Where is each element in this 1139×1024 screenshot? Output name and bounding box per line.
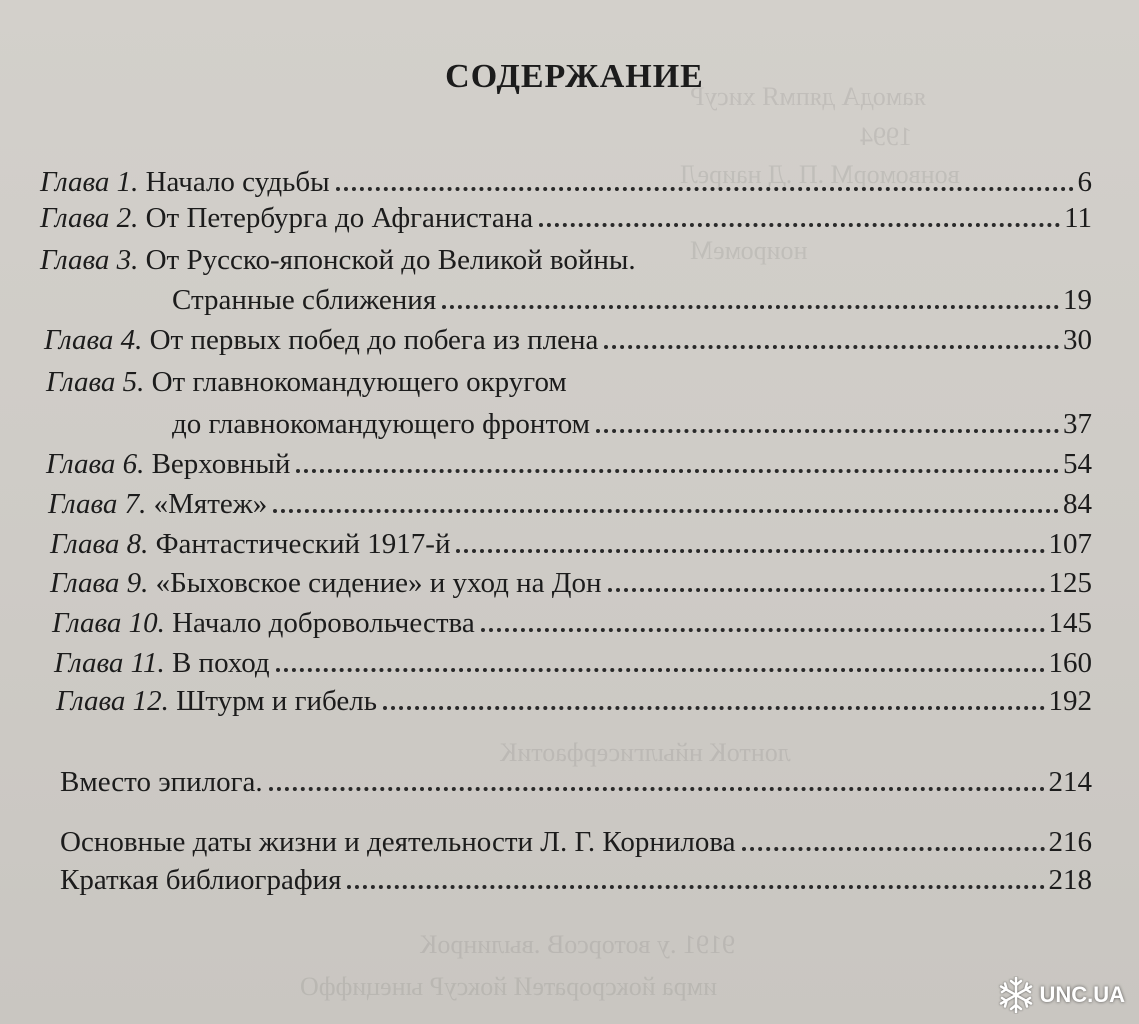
toc-entry-chapter-3[interactable]	[172, 282, 1092, 318]
toc-entry-label	[56, 683, 377, 719]
page-number: 218	[1048, 864, 1092, 896]
chapter-number: Глава 9.	[50, 567, 149, 599]
chapter-title: От главнокомандующего округом	[151, 366, 567, 398]
show-through-line: вонвоморМ .П .Д наиреЛ	[680, 160, 960, 189]
dot-leader	[383, 706, 1045, 710]
chapter-title-continuation: до главнокомандующего фронтом	[172, 408, 591, 440]
snowflake-icon	[997, 976, 1035, 1014]
page-number: 84	[1063, 488, 1092, 520]
toc-entry-chapter-7[interactable]	[48, 486, 1092, 522]
toc-entry-chapter-8[interactable]	[50, 526, 1092, 562]
toc-entry-label	[50, 565, 602, 601]
chapter-title: В поход	[171, 647, 270, 679]
chapter-title-continuation: Странные сближения	[172, 284, 437, 316]
chapter-number: Глава 10.	[52, 607, 165, 639]
toc-entry-chapter-11[interactable]	[54, 645, 1092, 681]
toc-entry-chapter-6[interactable]	[46, 446, 1092, 482]
chapter-title: Верховный	[151, 448, 291, 480]
chapter-title: От Русско-японской до Великой войны.	[145, 244, 636, 276]
chapter-number: Глава 11.	[54, 647, 165, 679]
toc-entry-chapter-10[interactable]	[52, 605, 1092, 641]
toc-entry-chapter-2[interactable]	[40, 200, 1092, 236]
toc-entry-bibliography[interactable]	[60, 862, 1092, 898]
show-through-line: ноиромеМ	[690, 236, 808, 265]
toc-entry-chapter-5[interactable]	[172, 406, 1092, 442]
toc-entry-epilogue[interactable]	[60, 764, 1092, 800]
page-title: СОДЕРЖАНИЕ	[445, 58, 704, 95]
site-watermark	[997, 976, 1125, 1014]
dot-leader	[596, 429, 1059, 433]
toc-entry-chapter-4[interactable]	[44, 322, 1092, 358]
section-title: Краткая библиография	[60, 864, 342, 896]
watermark-text: UNC.UA	[1039, 982, 1125, 1007]
chapter-number: Глава 4.	[44, 324, 143, 356]
chapter-title: Фантастический 1917-й	[155, 528, 451, 560]
chapter-number: Глава 3.	[40, 244, 139, 276]
toc-entry-chapter-9[interactable]	[50, 565, 1092, 601]
chapter-title: От Петербурга до Афганистана	[145, 202, 534, 234]
page-number: 192	[1048, 685, 1092, 717]
toc-entry-chapter-12[interactable]	[56, 683, 1092, 719]
dot-leader	[336, 187, 1074, 191]
chapter-title: От первых побед до побега из плена	[149, 324, 599, 356]
page-number: 107	[1048, 528, 1092, 560]
page-number: 125	[1048, 567, 1092, 599]
chapter-title: «Мятеж»	[153, 488, 268, 520]
page-number: 11	[1064, 202, 1092, 234]
page-number: 216	[1048, 826, 1092, 858]
chapter-number: Глава 1.	[40, 166, 139, 198]
dot-leader	[456, 549, 1044, 553]
dot-leader	[742, 847, 1045, 851]
dot-leader	[273, 509, 1059, 513]
dot-leader	[442, 305, 1059, 309]
page-number: 54	[1063, 448, 1092, 480]
show-through-line: 1994	[860, 122, 912, 151]
show-through-line: имра йоксроратеИ йоксуР ынециффО	[300, 972, 718, 1001]
chapter-title: Начало судьбы	[145, 166, 330, 198]
toc-entry-label	[48, 486, 267, 522]
toc-entry-label	[50, 526, 450, 562]
toc-entry-label	[46, 446, 290, 482]
dot-leader	[347, 885, 1044, 889]
toc-entry-label	[46, 364, 567, 400]
show-through-line: 9191 .у воторсоВ .вылинроК	[420, 930, 736, 959]
dot-leader	[481, 628, 1045, 632]
toc-entry-dates[interactable]	[60, 824, 1092, 860]
chapter-number: Глава 8.	[50, 528, 149, 560]
dot-leader	[276, 668, 1045, 672]
page-number: 160	[1048, 647, 1092, 679]
chapter-number: Глава 5.	[46, 366, 145, 398]
page-number: 19	[1063, 284, 1092, 316]
toc-entry-label	[40, 200, 533, 236]
chapter-number: Глава 7.	[48, 488, 147, 520]
chapter-title: Штурм и гибель	[176, 685, 377, 717]
chapter-number: Глава 2.	[40, 202, 139, 234]
toc-entry-chapter-1[interactable]	[40, 164, 1092, 200]
toc-entry-label	[52, 605, 475, 641]
page-number: 145	[1048, 607, 1092, 639]
dot-leader	[604, 345, 1059, 349]
section-title: Вместо эпилога.	[60, 766, 263, 798]
toc-entry-label	[44, 322, 598, 358]
page-number: 6	[1077, 166, 1092, 198]
page-number: 214	[1048, 766, 1092, 798]
dot-leader	[269, 787, 1045, 791]
show-through-line: яамодА дяпмЯ хисуР	[690, 82, 926, 111]
chapter-title: «Быховское сидение» и уход на Дон	[155, 567, 602, 599]
section-title: Основные даты жизни и деятельности Л. Г. Корнилова	[60, 826, 736, 858]
chapter-number: Глава 6.	[46, 448, 145, 480]
dot-leader	[608, 588, 1045, 592]
toc-entry-label	[54, 645, 270, 681]
dot-leader	[539, 223, 1060, 227]
toc-entry-label	[40, 242, 636, 278]
toc-entry-label	[40, 164, 330, 200]
chapter-number: Глава 12.	[56, 685, 169, 717]
chapter-title: Начало добровольчества	[172, 607, 475, 639]
dot-leader	[296, 469, 1059, 473]
page-number: 30	[1063, 324, 1092, 356]
show-through-line: лонтоК нйылгисерфаотиК	[500, 738, 791, 767]
page-number: 37	[1063, 408, 1092, 440]
